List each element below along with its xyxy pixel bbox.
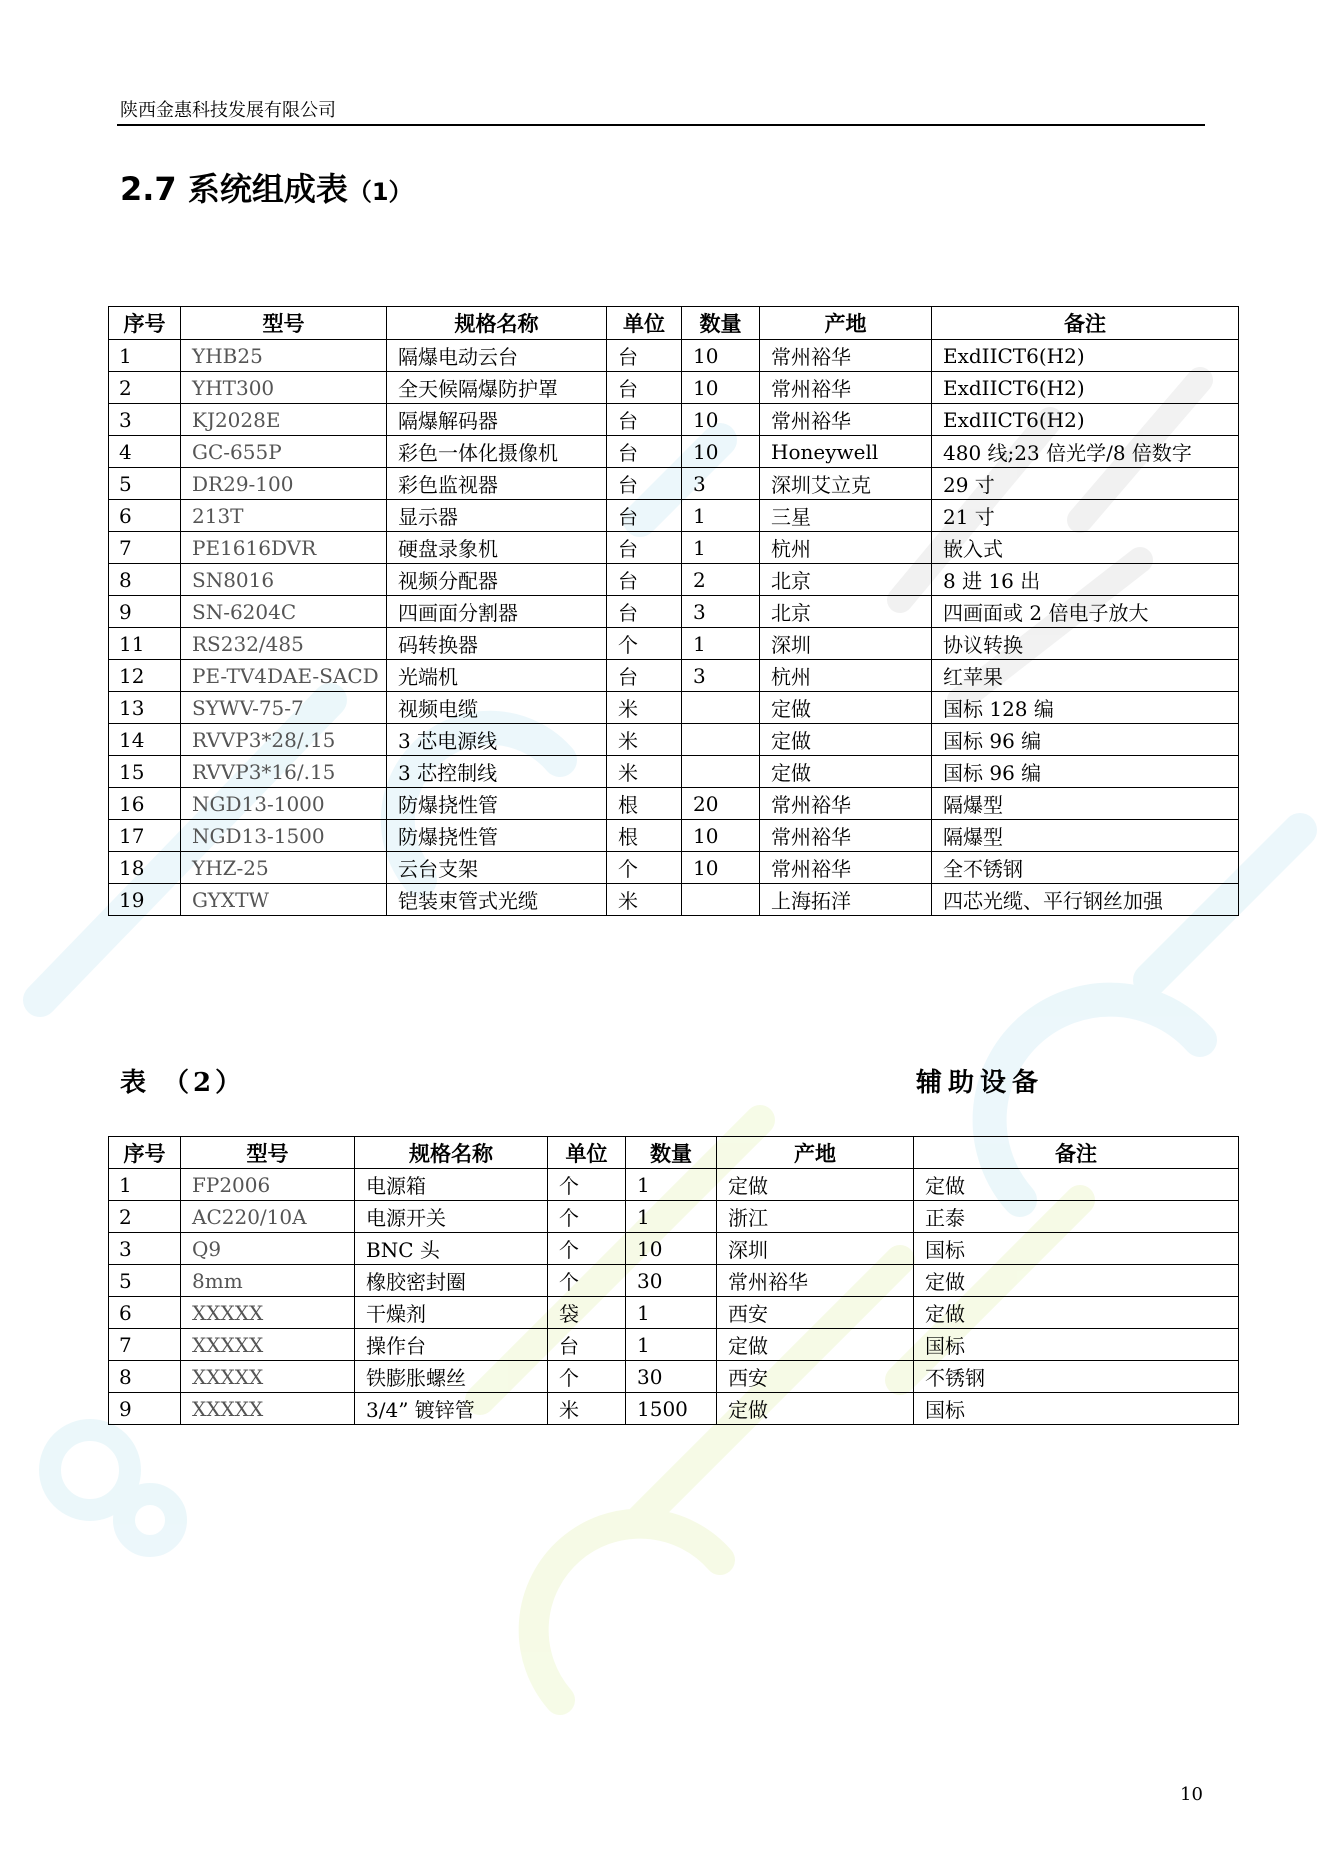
cell-origin: 杭州 xyxy=(760,532,932,564)
cell-origin: 深圳 xyxy=(760,628,932,660)
cell-spec-name: 全天候隔爆防护罩 xyxy=(387,372,607,404)
header-cell-spec-name: 规格名称 xyxy=(387,307,607,340)
cell-model: RVVP3*28/.15 xyxy=(181,724,387,756)
cell-origin: 常州裕华 xyxy=(760,852,932,884)
cell-index: 9 xyxy=(109,596,181,628)
cell-notes: 四画面或 2 倍电子放大 xyxy=(932,596,1239,628)
cell-quantity: 1 xyxy=(626,1297,717,1329)
cell-model: Q9 xyxy=(181,1233,355,1265)
cell-model: YHB25 xyxy=(181,340,387,372)
cell-index: 17 xyxy=(109,820,181,852)
cell-origin: 定做 xyxy=(760,756,932,788)
cell-index: 11 xyxy=(109,628,181,660)
cell-notes: 定做 xyxy=(914,1169,1239,1201)
cell-spec-name: 电源开关 xyxy=(355,1201,548,1233)
table-row xyxy=(109,1169,1239,1201)
cell-spec-name: 显示器 xyxy=(387,500,607,532)
cell-index: 2 xyxy=(109,372,181,404)
cell-notes: 480 线;23 倍光学/8 倍数字 xyxy=(932,436,1239,468)
cell-unit: 台 xyxy=(607,564,682,596)
cell-model: GYXTW xyxy=(181,884,387,916)
cell-quantity: 20 xyxy=(682,788,760,820)
cell-origin: 常州裕华 xyxy=(760,788,932,820)
header-cell-unit: 单位 xyxy=(548,1137,626,1169)
cell-origin: 常州裕华 xyxy=(760,820,932,852)
cell-unit: 台 xyxy=(607,436,682,468)
system-components-table xyxy=(108,306,1239,916)
cell-notes: ExdIICT6(H2) xyxy=(932,372,1239,404)
header-cell-index: 序号 xyxy=(109,1137,181,1169)
cell-origin: 杭州 xyxy=(760,660,932,692)
cell-index: 4 xyxy=(109,436,181,468)
cell-index: 18 xyxy=(109,852,181,884)
cell-unit: 个 xyxy=(548,1361,626,1393)
cell-origin: 三星 xyxy=(760,500,932,532)
cell-notes: 国标 96 编 xyxy=(932,724,1239,756)
auxiliary-equipment-table xyxy=(108,1136,1239,1425)
cell-spec-name: 橡胶密封圈 xyxy=(355,1265,548,1297)
cell-spec-name: 视频分配器 xyxy=(387,564,607,596)
table-row xyxy=(109,1297,1239,1329)
table-row xyxy=(109,596,1239,628)
cell-notes: 定做 xyxy=(914,1297,1239,1329)
cell-index: 1 xyxy=(109,340,181,372)
cell-origin: 常州裕华 xyxy=(760,340,932,372)
cell-unit: 个 xyxy=(548,1201,626,1233)
cell-quantity: 1 xyxy=(626,1201,717,1233)
cell-quantity: 1 xyxy=(626,1169,717,1201)
cell-index: 6 xyxy=(109,1297,181,1329)
table-row xyxy=(109,1233,1239,1265)
cell-notes: ExdIICT6(H2) xyxy=(932,404,1239,436)
header-company-name: 陕西金惠科技发展有限公司 xyxy=(120,100,336,121)
cell-notes: 隔爆型 xyxy=(932,820,1239,852)
cell-notes: 嵌入式 xyxy=(932,532,1239,564)
cell-model: RS232/485 xyxy=(181,628,387,660)
cell-notes: 四芯光缆、平行钢丝加强 xyxy=(932,884,1239,916)
cell-model: GC-655P xyxy=(181,436,387,468)
cell-notes: 国标 xyxy=(914,1393,1239,1425)
cell-index: 9 xyxy=(109,1393,181,1425)
cell-origin: 上海拓洋 xyxy=(760,884,932,916)
cell-spec-name: 铠装束管式光缆 xyxy=(387,884,607,916)
header-cell-index: 序号 xyxy=(109,307,181,340)
cell-unit: 台 xyxy=(607,372,682,404)
cell-index: 16 xyxy=(109,788,181,820)
cell-unit: 个 xyxy=(548,1169,626,1201)
cell-model: YHZ-25 xyxy=(181,852,387,884)
cell-origin: 北京 xyxy=(760,596,932,628)
cell-quantity: 10 xyxy=(682,340,760,372)
cell-index: 7 xyxy=(109,532,181,564)
cell-model: NGD13-1500 xyxy=(181,820,387,852)
table-row xyxy=(109,852,1239,884)
cell-quantity xyxy=(682,884,760,916)
cell-spec-name: 四画面分割器 xyxy=(387,596,607,628)
table-row xyxy=(109,404,1239,436)
cell-model: XXXXX xyxy=(181,1393,355,1425)
cell-spec-name: 隔爆解码器 xyxy=(387,404,607,436)
table-row xyxy=(109,660,1239,692)
cell-spec-name: 云台支架 xyxy=(387,852,607,884)
cell-notes: 8 进 16 出 xyxy=(932,564,1239,596)
cell-unit: 米 xyxy=(607,724,682,756)
cell-quantity: 30 xyxy=(626,1361,717,1393)
cell-notes: ExdIICT6(H2) xyxy=(932,340,1239,372)
header-cell-model: 型号 xyxy=(181,1137,355,1169)
cell-index: 13 xyxy=(109,692,181,724)
cell-quantity: 1 xyxy=(682,532,760,564)
cell-index: 15 xyxy=(109,756,181,788)
cell-spec-name: 视频电缆 xyxy=(387,692,607,724)
cell-unit: 台 xyxy=(607,500,682,532)
cell-notes: 隔爆型 xyxy=(932,788,1239,820)
cell-model: RVVP3*16/.15 xyxy=(181,756,387,788)
cell-spec-name: 操作台 xyxy=(355,1329,548,1361)
cell-index: 19 xyxy=(109,884,181,916)
cell-index: 6 xyxy=(109,500,181,532)
cell-quantity: 10 xyxy=(682,404,760,436)
table-row xyxy=(109,756,1239,788)
header-cell-model: 型号 xyxy=(181,307,387,340)
cell-quantity xyxy=(682,756,760,788)
cell-notes: 全不锈钢 xyxy=(932,852,1239,884)
cell-unit: 台 xyxy=(607,404,682,436)
cell-quantity: 3 xyxy=(682,596,760,628)
cell-model: DR29-100 xyxy=(181,468,387,500)
table-row xyxy=(109,436,1239,468)
cell-model: SYWV-75-7 xyxy=(181,692,387,724)
cell-model: XXXXX xyxy=(181,1361,355,1393)
cell-index: 5 xyxy=(109,1265,181,1297)
cell-origin: 深圳 xyxy=(717,1233,914,1265)
cell-model: PE-TV4DAE-SACD xyxy=(181,660,387,692)
cell-model: KJ2028E xyxy=(181,404,387,436)
cell-unit: 袋 xyxy=(548,1297,626,1329)
cell-quantity: 3 xyxy=(682,660,760,692)
cell-index: 2 xyxy=(109,1201,181,1233)
cell-notes: 国标 128 编 xyxy=(932,692,1239,724)
table-header-row xyxy=(109,307,1239,340)
cell-notes: 国标 96 编 xyxy=(932,756,1239,788)
cell-spec-name: 电源箱 xyxy=(355,1169,548,1201)
cell-index: 7 xyxy=(109,1329,181,1361)
table-row xyxy=(109,1393,1239,1425)
table-row xyxy=(109,500,1239,532)
cell-quantity: 1 xyxy=(682,500,760,532)
cell-model: 213T xyxy=(181,500,387,532)
cell-unit: 根 xyxy=(607,820,682,852)
cell-quantity: 1 xyxy=(682,628,760,660)
cell-notes: 国标 xyxy=(914,1329,1239,1361)
cell-quantity: 1500 xyxy=(626,1393,717,1425)
cell-unit: 台 xyxy=(607,468,682,500)
header-cell-origin: 产地 xyxy=(760,307,932,340)
cell-unit: 米 xyxy=(607,884,682,916)
cell-quantity: 1 xyxy=(626,1329,717,1361)
section-title xyxy=(120,164,413,210)
cell-origin: 定做 xyxy=(717,1393,914,1425)
cell-quantity: 3 xyxy=(682,468,760,500)
cell-notes: 定做 xyxy=(914,1265,1239,1297)
cell-notes: 正泰 xyxy=(914,1201,1239,1233)
cell-model: NGD13-1000 xyxy=(181,788,387,820)
cell-unit: 台 xyxy=(607,660,682,692)
cell-origin: 浙江 xyxy=(717,1201,914,1233)
cell-model: SN8016 xyxy=(181,564,387,596)
cell-spec-name: 3 芯电源线 xyxy=(387,724,607,756)
cell-index: 8 xyxy=(109,1361,181,1393)
table-row xyxy=(109,372,1239,404)
cell-origin: 常州裕华 xyxy=(760,372,932,404)
cell-quantity: 2 xyxy=(682,564,760,596)
header-cell-spec-name: 规格名称 xyxy=(355,1137,548,1169)
cell-origin: 西安 xyxy=(717,1297,914,1329)
cell-notes: 29 寸 xyxy=(932,468,1239,500)
table-row xyxy=(109,1361,1239,1393)
cell-unit: 个 xyxy=(607,628,682,660)
cell-origin: 北京 xyxy=(760,564,932,596)
table-row xyxy=(109,788,1239,820)
cell-quantity xyxy=(682,724,760,756)
cell-notes: 协议转换 xyxy=(932,628,1239,660)
cell-quantity xyxy=(682,692,760,724)
cell-origin: 定做 xyxy=(760,692,932,724)
cell-quantity: 10 xyxy=(682,852,760,884)
cell-notes: 国标 xyxy=(914,1233,1239,1265)
table-header-row xyxy=(109,1137,1239,1169)
header-divider xyxy=(117,124,1205,126)
section-title-main: 2.7 系统组成表 xyxy=(120,170,348,208)
cell-spec-name: 彩色监视器 xyxy=(387,468,607,500)
cell-origin: 定做 xyxy=(760,724,932,756)
cell-unit: 米 xyxy=(548,1393,626,1425)
cell-unit: 米 xyxy=(607,692,682,724)
table-row xyxy=(109,692,1239,724)
cell-index: 8 xyxy=(109,564,181,596)
cell-origin: 深圳艾立克 xyxy=(760,468,932,500)
table-row xyxy=(109,468,1239,500)
cell-origin: 常州裕华 xyxy=(760,404,932,436)
cell-origin: 定做 xyxy=(717,1169,914,1201)
cell-origin: 常州裕华 xyxy=(717,1265,914,1297)
header-cell-notes: 备注 xyxy=(932,307,1239,340)
cell-index: 14 xyxy=(109,724,181,756)
cell-quantity: 10 xyxy=(682,436,760,468)
table-row xyxy=(109,884,1239,916)
cell-spec-name: 铁膨胀螺丝 xyxy=(355,1361,548,1393)
table-row xyxy=(109,628,1239,660)
cell-spec-name: 码转换器 xyxy=(387,628,607,660)
cell-model: XXXXX xyxy=(181,1329,355,1361)
cell-model: XXXXX xyxy=(181,1297,355,1329)
cell-model: 8mm xyxy=(181,1265,355,1297)
cell-spec-name: 防爆挠性管 xyxy=(387,788,607,820)
cell-model: PE1616DVR xyxy=(181,532,387,564)
table-row xyxy=(109,340,1239,372)
cell-unit: 台 xyxy=(607,532,682,564)
header-cell-unit: 单位 xyxy=(607,307,682,340)
header-cell-quantity: 数量 xyxy=(626,1137,717,1169)
cell-spec-name: 硬盘录象机 xyxy=(387,532,607,564)
cell-model: AC220/10A xyxy=(181,1201,355,1233)
table-row xyxy=(109,1201,1239,1233)
table2-category: 辅助设备 xyxy=(916,1068,1045,1098)
table2-label: 表 （2） xyxy=(120,1068,246,1098)
cell-notes: 21 寸 xyxy=(932,500,1239,532)
cell-spec-name: 3/4” 镀锌管 xyxy=(355,1393,548,1425)
cell-unit: 台 xyxy=(607,596,682,628)
cell-model: SN-6204C xyxy=(181,596,387,628)
section-title-suffix: （1） xyxy=(347,178,413,206)
cell-model: FP2006 xyxy=(181,1169,355,1201)
cell-spec-name: 3 芯控制线 xyxy=(387,756,607,788)
cell-spec-name: 防爆挠性管 xyxy=(387,820,607,852)
cell-index: 5 xyxy=(109,468,181,500)
cell-index: 3 xyxy=(109,404,181,436)
cell-quantity: 10 xyxy=(682,820,760,852)
cell-model: YHT300 xyxy=(181,372,387,404)
cell-origin: Honeywell xyxy=(760,436,932,468)
cell-unit: 台 xyxy=(548,1329,626,1361)
cell-index: 12 xyxy=(109,660,181,692)
cell-index: 3 xyxy=(109,1233,181,1265)
table-row xyxy=(109,564,1239,596)
page-number: 10 xyxy=(1180,1784,1203,1805)
header-cell-quantity: 数量 xyxy=(682,307,760,340)
table-row xyxy=(109,820,1239,852)
cell-origin: 定做 xyxy=(717,1329,914,1361)
cell-quantity: 10 xyxy=(682,372,760,404)
cell-index: 1 xyxy=(109,1169,181,1201)
cell-spec-name: 光端机 xyxy=(387,660,607,692)
cell-spec-name: 干燥剂 xyxy=(355,1297,548,1329)
cell-unit: 个 xyxy=(548,1265,626,1297)
cell-notes: 红苹果 xyxy=(932,660,1239,692)
cell-spec-name: 彩色一体化摄像机 xyxy=(387,436,607,468)
cell-origin: 西安 xyxy=(717,1361,914,1393)
header-cell-origin: 产地 xyxy=(717,1137,914,1169)
cell-unit: 台 xyxy=(607,340,682,372)
table-row xyxy=(109,1329,1239,1361)
table-row xyxy=(109,532,1239,564)
cell-unit: 个 xyxy=(607,852,682,884)
table-row xyxy=(109,1265,1239,1297)
table-row xyxy=(109,724,1239,756)
cell-notes: 不锈钢 xyxy=(914,1361,1239,1393)
cell-spec-name: BNC 头 xyxy=(355,1233,548,1265)
cell-unit: 个 xyxy=(548,1233,626,1265)
cell-spec-name: 隔爆电动云台 xyxy=(387,340,607,372)
cell-quantity: 30 xyxy=(626,1265,717,1297)
cell-unit: 根 xyxy=(607,788,682,820)
header-cell-notes: 备注 xyxy=(914,1137,1239,1169)
cell-quantity: 10 xyxy=(626,1233,717,1265)
cell-unit: 米 xyxy=(607,756,682,788)
